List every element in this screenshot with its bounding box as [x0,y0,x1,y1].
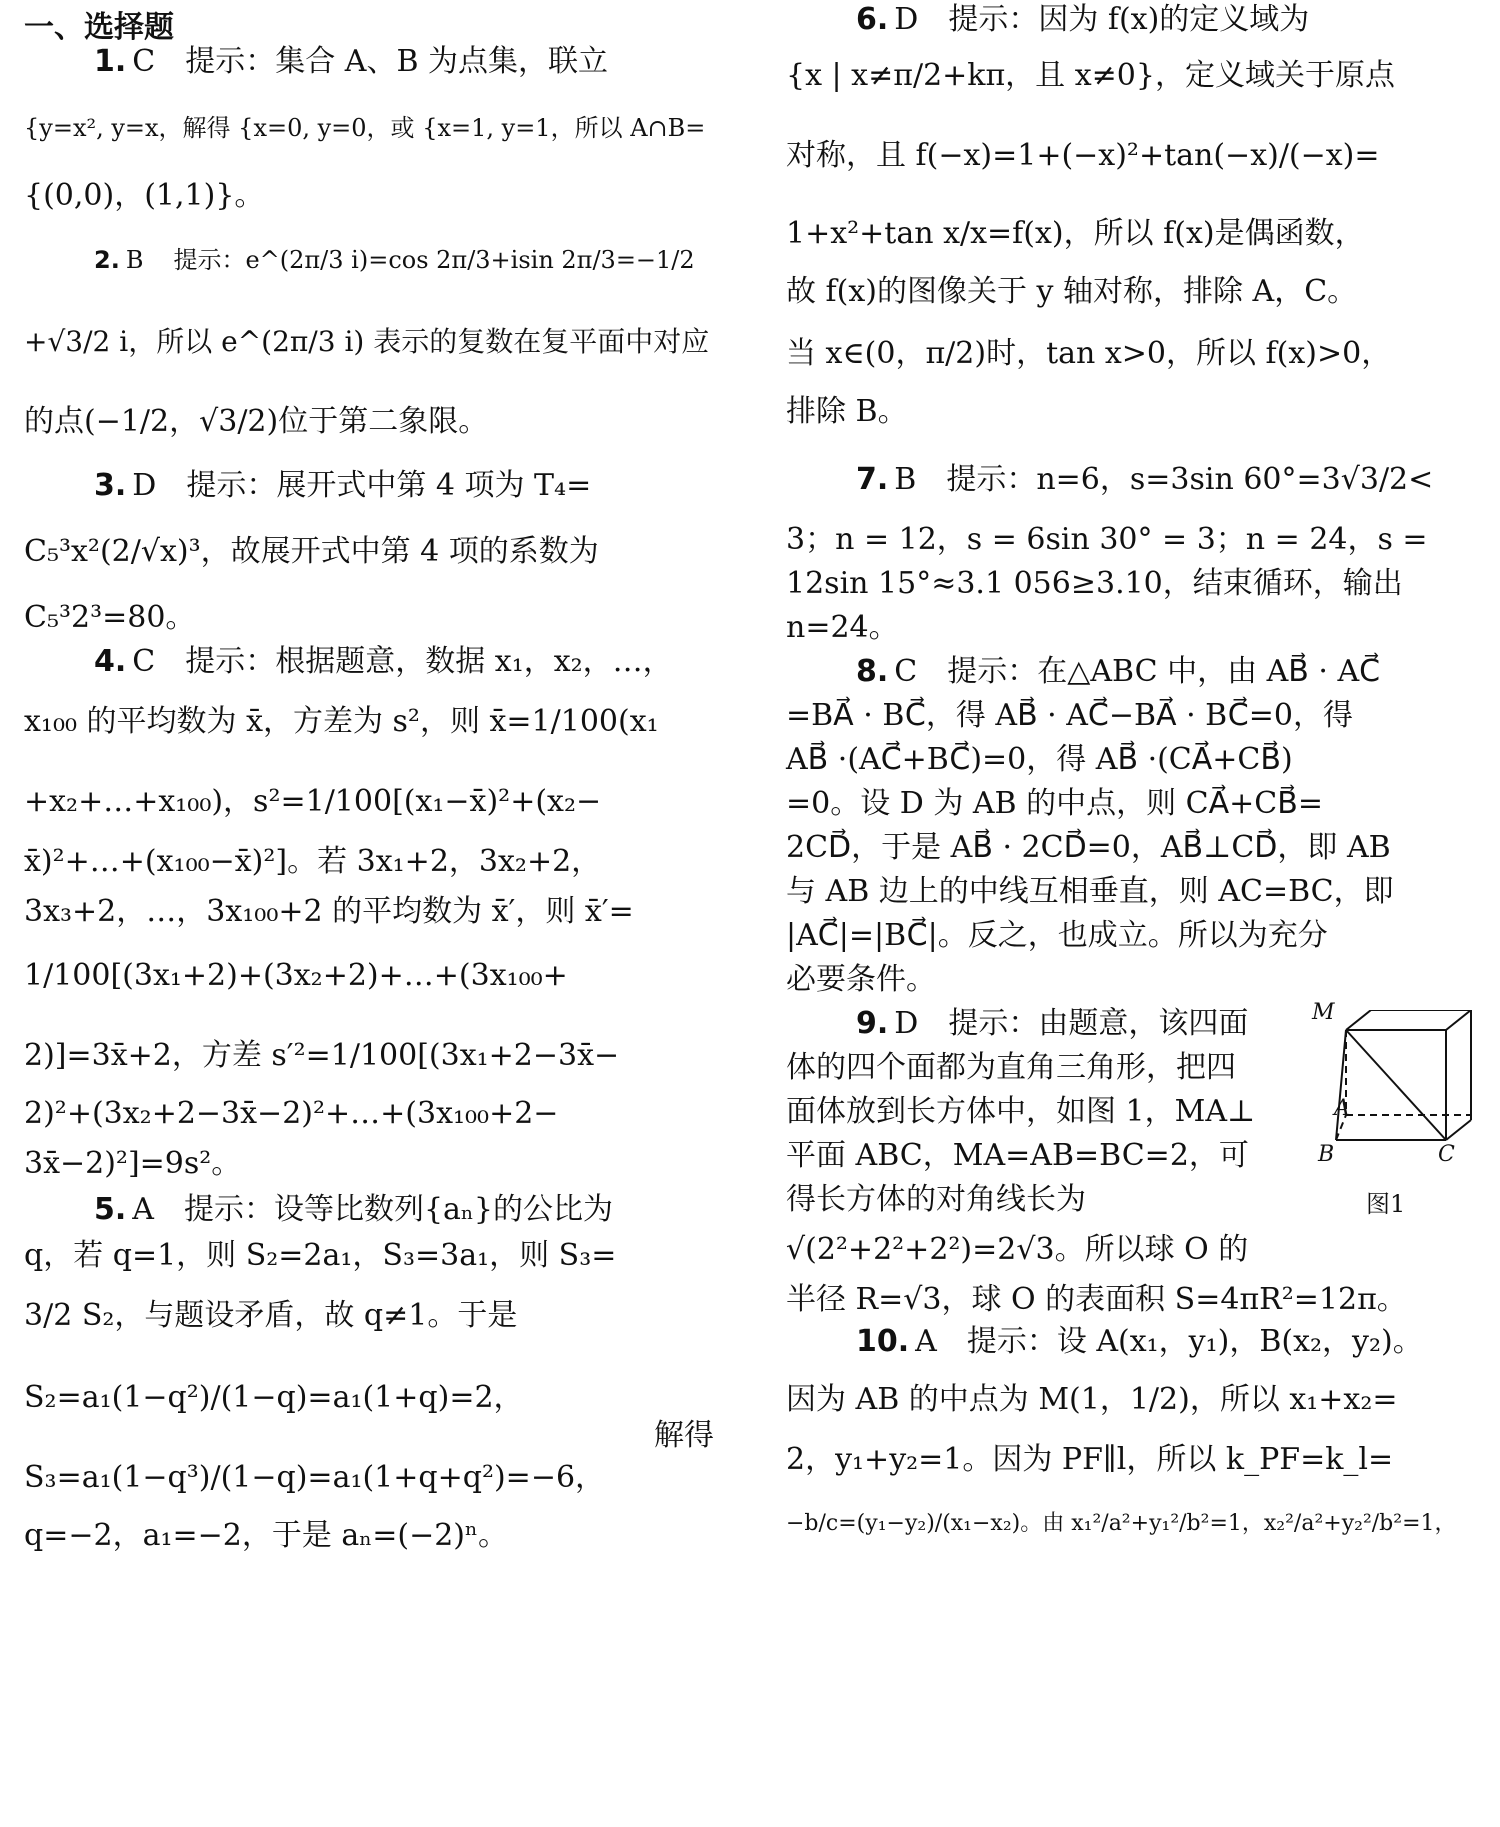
question-number: 4. [94,644,127,679]
text-line [786,960,936,1000]
question-number: 10. [856,1324,910,1359]
question-number: 1. [94,44,127,79]
question-number: 2. [94,246,120,274]
text-line [24,1296,517,1336]
text-line [856,652,1380,692]
line-text: {(0,0)，(1,1)}。 [24,178,265,213]
answer-letter: D [894,1006,919,1041]
text-line [786,740,1293,780]
text-line [786,334,1391,374]
line-text: S₃=a₁(1−q³)/(1−q)=a₁(1+q+q²)=−6， [24,1460,606,1495]
line-text: −b/c=(y₁−y₂)/(x₁−x₂)。由 x₁²/a²+y₁²/b²=1，x₂²/a²+y₂²/b²=1， [786,1511,1457,1536]
line-text: 与 AB 边上的中线互相垂直，则 AC=BC，即 [786,874,1394,909]
text-line [786,1048,1236,1088]
text-line [786,520,1428,560]
edge [1336,1030,1346,1140]
line-text: 3/2 S₂，与题设矛盾，故 q≠1。于是 [24,1298,518,1333]
line-text: {x | x≠π/2+kπ，且 x≠0}，定义域关于原点 [786,58,1395,93]
line-text: 提示：集合 A、B 为点集，联立 [185,44,609,79]
line-text: =BA⃗ · BC⃗，得 AB⃗ · AC⃗−BA⃗ · BC⃗=0，得 [786,698,1353,733]
line-text: √(2²+2²+2²)=2√3。所以球 O 的 [786,1232,1249,1267]
line-text: 故 f(x)的图像关于 y 轴对称，排除 A，C。 [786,274,1358,309]
text-line [856,1004,1248,1044]
edge [1346,1010,1371,1030]
answer-letter: A [132,1192,154,1227]
answer-letter: C [894,654,918,689]
text-line [24,108,705,148]
line-text: 面体放到长方体中，如图 1，MA⊥ [786,1094,1256,1129]
text-line [786,1136,1249,1176]
line-text: S₂=a₁(1−q²)/(1−q)=a₁(1+q)=2， [24,1380,524,1415]
answer-letter: C [132,644,156,679]
label-C: C [1438,1142,1455,1167]
text-line [24,402,488,442]
section-title: 一、选择题 [24,10,174,45]
question-number: 7. [856,462,889,497]
text-line [24,598,195,638]
line-text: 因为 AB 的中点为 M(1，1/2)，所以 x₁+x₂= [786,1382,1398,1417]
line-text: 提示：因为 f(x)的定义域为 [948,2,1310,37]
text-line [94,1190,613,1230]
text-line [786,872,1394,912]
text-line [786,608,899,648]
figure-caption: 图1 [1366,1190,1406,1218]
line-text: AB⃗ ·(AC⃗+BC⃗)=0，得 AB⃗ ·(CA⃗+CB⃗) [786,742,1293,777]
line-text: 提示：由题意，该四面 [948,1006,1249,1041]
line-text: 平面 ABC，MA=AB=BC=2，可 [786,1138,1249,1173]
line-text: C₅³x²(2/√x)³，故展开式中第 4 项的系数为 [24,534,599,569]
text-line [856,1322,1423,1362]
question-number: 9. [856,1006,889,1041]
line-text: 1/100[(3x₁+2)+(3x₂+2)+…+(3x₁₀₀+ [24,958,568,993]
text-line [24,892,634,932]
question-number: 5. [94,1192,127,1227]
text-line [24,176,264,216]
line-text: 1+x²+tan x/x=f(x)，所以 f(x)是偶函数， [786,216,1365,251]
line-text: n=24。 [786,610,899,645]
text-line [786,136,1380,176]
question-number: 6. [856,2,889,37]
text-line [856,0,1309,40]
text-line [24,956,568,996]
text-line [786,564,1403,604]
edge [1446,1010,1471,1030]
text-line [786,272,1357,312]
edge-MC [1346,1030,1446,1140]
question-number: 8. [856,654,889,689]
line-text: 3x₃+2，…，3x₁₀₀+2 的平均数为 x̄′，则 x̄′= [24,894,634,929]
line-text: 2)]=3x̄+2，方差 s′²=1/100[(3x₁+2−3x̄− [24,1038,620,1073]
line-text: =0。设 D 为 AB 的中点，则 CA⃗+CB⃗= [786,786,1323,821]
line-text: 半径 R=√3，球 O 的表面积 S=4πR²=12π。 [786,1282,1407,1317]
line-text: 提示：设 A(x₁，y₁)，B(x₂，y₂)。 [966,1324,1423,1359]
text-line [24,1458,605,1498]
line-text: 的点(−1/2，√3/2)位于第二象限。 [24,404,489,439]
answer-letter: B [894,462,917,497]
answer-letter: D [894,2,919,37]
line-text: 提示：n=6，s=3sin 60°=3√3/2< [946,462,1434,497]
text-line [856,460,1433,500]
text-line [786,1230,1248,1270]
answer-letter: D [132,468,157,503]
text-line [94,642,673,682]
label-B: B [1318,1142,1335,1167]
text-line [24,782,601,822]
line-text: 得长方体的对角线长为 [786,1182,1086,1217]
text-line [786,1440,1393,1480]
line-text: 提示：e^(2π/3 i)=cos 2π/3+isin 2π/3=−1/2 [173,246,695,274]
text-line [24,1094,558,1134]
line-text: 必要条件。 [786,962,936,997]
text-line [24,1236,616,1276]
line-text: 当 x∈(0，π/2)时，tan x>0，所以 f(x)>0， [786,336,1392,371]
text-line [786,696,1353,736]
text-line [24,1378,524,1418]
answer-letter: B [125,246,144,274]
line-text: 排除 B。 [786,394,908,429]
line-text: x̄)²+…+(x₁₀₀−x̄)²]。若 3x₁+2，3x₂+2， [24,844,602,879]
line-text: q，若 q=1，则 S₂=2a₁，S₃=3a₁，则 S₃= [24,1238,617,1273]
text-line [94,466,591,506]
text-line [24,1144,241,1184]
text-line [24,842,601,882]
answer-letter: A [915,1324,937,1359]
text-line [654,1416,714,1456]
line-text: 2，y₁+y₂=1。因为 PF∥l，所以 k_PF=k_l= [786,1442,1394,1477]
text-line [94,42,608,82]
line-text: 提示：设等比数列{aₙ}的公比为 [183,1192,613,1227]
line-text: 提示：根据题意，数据 x₁，x₂，…， [185,644,673,679]
line-text: |AC⃗|=|BC⃗|。反之，也成立。所以为充分 [786,918,1328,953]
line-text: +x₂+…+x₁₀₀)，s²=1/100[(x₁−x̄)²+(x₂− [24,784,602,819]
line-text: {y=x², y=x，解得 {x=0, y=0，或 {x=1, y=1，所以 A∩B= [24,114,706,142]
line-text: 2)²+(3x₂+2−3x̄−2)²+…+(3x₁₀₀+2− [24,1096,559,1131]
text-line [786,828,1391,868]
text-line [786,1092,1255,1132]
line-text: x₁₀₀ 的平均数为 x̄，方差为 s²，则 x̄=1/100(x₁ [24,704,659,739]
answer-letter: C [132,44,156,79]
text-line [24,1036,619,1076]
text-line [24,1516,508,1556]
line-text: 体的四个面都为直角三角形，把四 [786,1050,1236,1085]
text-line [94,240,695,280]
text-line [786,1380,1398,1420]
line-text: +√3/2 i，所以 e^(2π/3 i) 表示的复数在复平面中对应 [24,325,710,358]
text-line [786,214,1365,254]
text-line [786,784,1323,824]
line-text: 12sin 15°≈3.1 056≥3.10，结束循环，输出 [786,566,1403,601]
line-text: 解得 [654,1418,714,1453]
text-line [24,322,709,362]
text-line [786,1280,1407,1320]
question-number: 3. [94,468,127,503]
line-text: 提示：在△ABC 中，由 AB⃗ · AC⃗ [947,654,1381,689]
text-line [24,532,599,572]
text-line [24,702,659,742]
text-line [786,392,908,432]
label-A: A [1334,1096,1350,1121]
text-line [786,1180,1086,1220]
line-text: 2CD⃗，于是 AB⃗ · 2CD⃗=0，AB⃗⊥CD⃗，即 AB [786,830,1391,865]
edge [1446,1120,1471,1140]
line-text: 3x̄−2)²]=9s²。 [24,1146,242,1181]
text-line [786,1504,1457,1544]
line-text: C₅³2³=80。 [24,600,196,635]
line-text: q=−2，a₁=−2，于是 aₙ=(−2)ⁿ。 [24,1518,508,1553]
label-M: M [1312,1000,1335,1025]
line-text: 3；n = 12，s = 6sin 30° = 3；n = 24，s = [786,522,1428,557]
line-text: 对称，且 f(−x)=1+(−x)²+tan(−x)/(−x)= [786,138,1380,173]
line-text: 提示：展开式中第 4 项为 T₄= [186,468,592,503]
text-line [786,56,1395,96]
text-line [786,916,1328,956]
